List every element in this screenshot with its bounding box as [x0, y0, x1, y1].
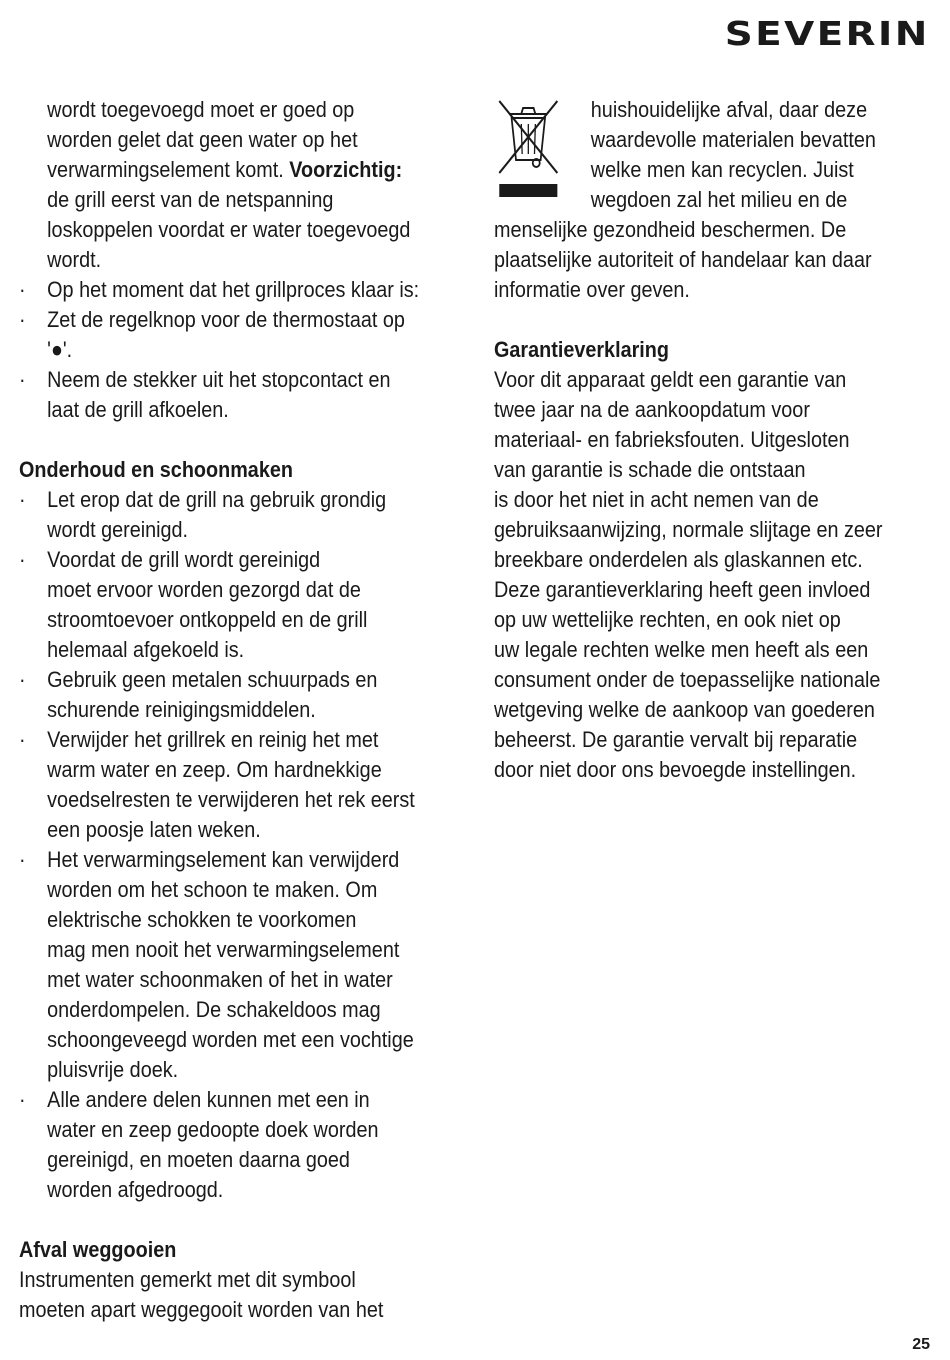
- disposal-continued-line: informatie over geven.: [494, 277, 690, 302]
- warranty-line: breekbare onderdelen als glaskannen etc.: [494, 547, 863, 572]
- list-item-line: Verwijder het grillrek en reinig het met: [47, 727, 379, 752]
- bullet-dot: ·: [19, 307, 26, 332]
- warranty-line: wetgeving welke de aankoop van goederen: [494, 697, 875, 722]
- warranty-line: twee jaar na de aankoopdatum voor: [494, 397, 810, 422]
- warranty-line: Voor dit apparaat geldt een garantie van: [494, 367, 847, 392]
- crossed-out-wheelie-bin-icon: [494, 95, 591, 207]
- intro-line: loskoppelen voordat er water toegevoegd: [47, 217, 411, 242]
- list-item-line: worden afgedroogd.: [47, 1177, 224, 1202]
- warranty-line: consument onder de toepasselijke nationale: [494, 667, 881, 692]
- list-item: [19, 545, 455, 665]
- list-item-line: '●'.: [47, 337, 73, 362]
- warranty-line: is door het niet in acht nemen van de: [494, 487, 819, 512]
- list-item-line: Let erop dat de grill na gebruik grondig: [47, 487, 387, 512]
- list-item-line: warm water en zeep. Om hardnekkige: [47, 757, 382, 782]
- disposal-line: Instrumenten gemerkt met dit symbool: [19, 1267, 356, 1292]
- disposal-line: moeten apart weggegooit worden van het: [19, 1297, 384, 1322]
- list-item-line: Zet de regelknop voor de thermostaat op: [47, 307, 405, 332]
- list-item-line: Gebruik geen metalen schuurpads en: [47, 667, 378, 692]
- bullet-dot: ·: [19, 667, 26, 692]
- warranty-line: Deze garantieverklaring heeft geen invloed: [494, 577, 871, 602]
- disposal-continued-line: huishouidelijke afval, daar deze: [590, 97, 868, 122]
- intro-paragraph: [19, 95, 455, 275]
- list-item-line: Neem de stekker uit het stopcontact en: [47, 367, 391, 392]
- warranty-line: gebruiksaanwijzing, normale slijtage en zeer: [494, 517, 883, 542]
- list-item-line: schoongeveegd worden met een vochtige: [47, 1027, 414, 1052]
- list-item: [19, 305, 455, 365]
- warranty-line: materiaal- en fabrieksfouten. Uitgesloten: [494, 427, 850, 452]
- list-item: [19, 1085, 455, 1205]
- intro-line: [47, 155, 454, 185]
- warranty-line: op uw wettelijke rechten, en ook niet op: [494, 607, 841, 632]
- list-item-line: laat de grill afkoelen.: [47, 397, 229, 422]
- list-item-line: onderdompelen. De schakeldoos mag: [47, 997, 381, 1022]
- bullet-dot: ·: [19, 727, 26, 752]
- disposal-continued-line: welke men kan recyclen. Juist: [590, 157, 854, 182]
- list-item: [19, 665, 455, 725]
- list-item-line: met water schoonmaken of het in water: [47, 967, 393, 992]
- list-item: [19, 845, 455, 1085]
- disposal-continued-line: menselijke gezondheid beschermen. De: [494, 217, 847, 242]
- list-item-line: Het verwarmingselement kan verwijderd: [47, 847, 400, 872]
- bullet-dot: ·: [19, 547, 26, 572]
- intro-line: wordt toegevoegd moet er goed op: [47, 97, 355, 122]
- bullet-dot: ·: [19, 367, 26, 392]
- disposal-continued-line: wegdoen zal het milieu en de: [590, 187, 848, 212]
- maintenance-heading: Onderhoud en schoonmaken: [19, 457, 293, 482]
- list-item: [19, 725, 455, 845]
- list-item-line: gereinigd, en moeten daarna goed: [47, 1147, 350, 1172]
- list-item-line: water en zeep gedoopte doek worden: [47, 1117, 379, 1142]
- list-item-line: Op het moment dat het grillproces klaar is:: [47, 277, 420, 302]
- warranty-line: van garantie is schade die ontstaan: [494, 457, 806, 482]
- list-item-line: Alle andere delen kunnen met een in: [47, 1087, 370, 1112]
- list-item-line: een poosje laten weken.: [47, 817, 261, 842]
- finish-steps-list: [19, 275, 455, 425]
- warranty-line: beheerst. De garantie vervalt bij reparatie: [494, 727, 858, 752]
- list-item: [19, 485, 455, 545]
- list-item-line: wordt gereinigd.: [47, 517, 189, 542]
- list-item: [19, 365, 455, 425]
- bullet-dot: ·: [19, 277, 26, 302]
- list-item: [19, 275, 455, 305]
- intro-line: worden gelet dat geen water op het: [47, 127, 358, 152]
- disposal-heading: Afval weggooien: [19, 1237, 177, 1262]
- list-item-line: schurende reinigingsmiddelen.: [47, 697, 316, 722]
- bullet-dot: ·: [19, 847, 26, 872]
- list-item-line: voedselresten te verwijderen het rek eerst: [47, 787, 415, 812]
- list-item-line: mag men nooit het verwarmingselement: [47, 937, 400, 962]
- intro-line: de grill eerst van de netspanning: [47, 187, 334, 212]
- disposal-continued-line: waardevolle materialen bevatten: [590, 127, 876, 152]
- warranty-line: door niet door ons bevoegde instellingen.: [494, 757, 857, 782]
- warranty-line: uw legale rechten welke men heeft als een: [494, 637, 869, 662]
- list-item-line: elektrische schokken te voorkomen: [47, 907, 357, 932]
- brand-logo: SEVERIN: [725, 14, 930, 53]
- page-number: 25: [912, 1336, 930, 1353]
- list-item-line: moet ervoor worden gezorgd dat de: [47, 577, 361, 602]
- warranty-heading: Garantieverklaring: [494, 337, 669, 362]
- right-column: [494, 95, 938, 785]
- bullet-dot: ·: [19, 1087, 26, 1112]
- list-item-line: worden om het schoon te maken. Om: [47, 877, 378, 902]
- intro-line-text: verwarmingselement komt.: [47, 157, 284, 182]
- list-item-line: helemaal afgekoeld is.: [47, 637, 245, 662]
- maintenance-list: [19, 485, 455, 1205]
- left-column: [19, 95, 455, 1325]
- warning-label: Voorzichtig:: [289, 157, 403, 182]
- list-item-line: Voordat de grill wordt gereinigd: [47, 547, 321, 572]
- list-item-line: pluisvrije doek.: [47, 1057, 179, 1082]
- list-item-line: stroomtoevoer ontkoppeld en de grill: [47, 607, 368, 632]
- bullet-dot: ·: [19, 487, 26, 512]
- intro-line: wordt.: [47, 247, 102, 272]
- disposal-continued-line: plaatselijke autoriteit of handelaar kan daar: [494, 247, 872, 272]
